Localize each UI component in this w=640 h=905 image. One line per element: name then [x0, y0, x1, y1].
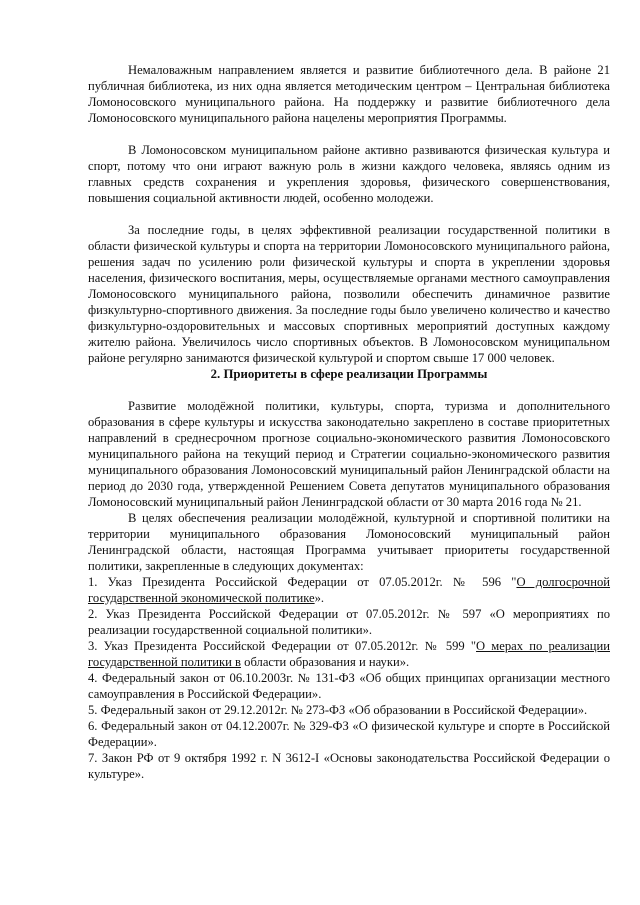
document-link[interactable]: О долгосрочной государственной экономической политике [88, 575, 611, 605]
section-heading: 2. Приоритеты в сфере реализации Программы [210, 367, 488, 381]
document-page [88, 62, 610, 782]
list-item: 1. Указ Президента Российской Федерации от 07.05.2012г. № 596 "О долгосрочной государственной экономической политике». [88, 575, 611, 605]
library-paragraph: Немаловажным направлением является и развитие библиотечного дела. В районе 21 публичная библиотека, из них одна является методическим центром – Центральная библиотека Ломоносовского муниципального района. На поддержку и развитие библиотечного дела Ломоносовского муниципального района нацелены мероприятия Программы. [88, 63, 610, 125]
document-link[interactable]: О мерах по реализации государственной политики в [88, 639, 610, 669]
list-item: 7. Закон РФ от 9 октября 1992 г. N 3612-I «Основы законодательства Российской Федерации о культуре». [88, 751, 610, 781]
list-item: 2. Указ Президента Российской Федерации от 07.05.2012г. № 597 «О мероприятиях по реализации государственной социальной политики». [88, 607, 610, 637]
documents-list [88, 574, 610, 782]
policy-paragraph: В целях обеспечения реализации молодёжной, культурной и спортивной политики на территории муниципального образования Ломоносовский муниципальный район Ленинградской области, настоящая Программа учитывает приоритеты государственной политики, закрепленные в следующих документах: [88, 511, 610, 573]
list-item: 6. Федеральный закон от 04.12.2007г. № 329-ФЗ «О физической культуре и спорте в Российской Федерации». [88, 719, 610, 749]
list-item: 5. Федеральный закон от 29.12.2012г. № 273-ФЗ «Об образовании в Российской Федерации». [88, 703, 588, 717]
list-item: 4. Федеральный закон от 06.10.2003г. № 131-ФЗ «Об общих принципах организации местного самоуправления в Российской Федерации». [88, 671, 610, 701]
sport-paragraph: В Ломоносовском муниципальном районе активно развиваются физическая культура и спорт, потому что они играют важную роль в жизни каждого человека, являясь одним из главных средств сохранения и укрепления здоровья, физического совершенствования, повышения социальной активности людей, особенно молодежи. [88, 143, 610, 205]
list-item: 3. Указ Президента Российской Федерации от 07.05.2012г. № 599 "О мерах по реализации государственной политики в области образования и науки». [88, 639, 610, 669]
sport-results-paragraph: За последние годы, в целях эффективной реализации государственной политики в области физической культуры и спорта на территории Ломоносовского муниципального района, решения задач по усилению роли физической культуры и спорта в укреплении здоровья населения, физического воспитания, меры, осуществляемые органами местного самоуправления Ломоносовского муниципального района, позволили обеспечить динамичное развитие физкультурно-спортивного движения. За последние годы было увеличено количество и качество физкультурно-оздоровительных и массовых спортивных мероприятий доступных каждому жителю района. Увеличилось число спортивных объектов. В Ломоносовском муниципальном районе регулярно занимаются физической культурой и спортом свыше 17 000 человек. [88, 223, 610, 365]
priorities-paragraph: Развитие молодёжной политики, культуры, спорта, туризма и дополнительного образования в сфере культуры и искусства законодательно закреплено в составе приоритетных направлений в среднесрочном прогнозе социально-экономического развития Ломоносовского муниципального района на текущий период и Стратегии социально-экономического развития муниципального образования Ломоносовский муниципальный район Ленинградской области на период до 2030 года, утвержденной Решением Совета депутатов муниципального образования Ломоносовский муниципальный район Ленинградской области от 30 марта 2016 года № 21. [88, 399, 610, 509]
